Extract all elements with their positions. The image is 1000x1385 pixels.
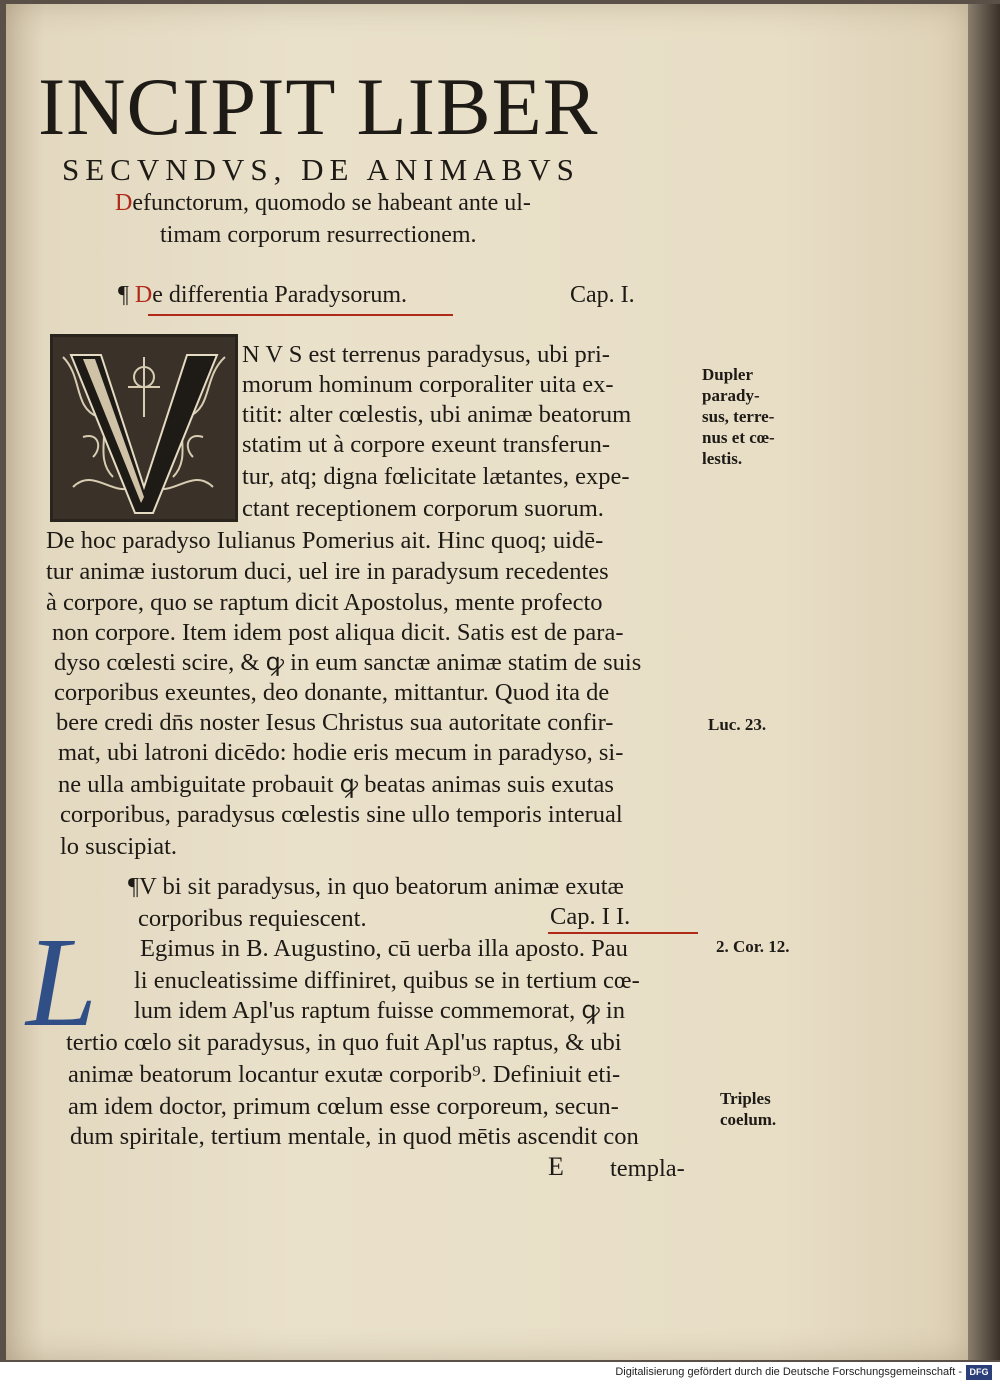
ch2-line-1: Egimus in B. Augustino, cū uerba illa aposto. Pau [140,935,628,962]
woodcut-initial [50,334,238,522]
ch2-line-7: dum spiritale, tertium mentale, in quod mētis ascendit con [70,1123,639,1150]
chapter1-red-initial: D [134,282,153,308]
ch1-line-14: mat, ubi latroni dicēdo: hodie eris mecum in paradyso, si- [58,739,624,766]
chapter1-title: e differentia Paradysorum. [152,282,408,308]
signature-mark: E [548,1152,564,1181]
ch2-line-4: tertio cœlo sit paradysus, in quo fuit Apl'us raptus, & ubi [66,1029,622,1056]
chapter2-heading-line-1 [128,872,624,902]
margin-note-4-line-2: coelum. [720,1110,777,1129]
title-line-1: INCIPIT LIBER [38,61,599,152]
margin-note-4-line-1: Triples [720,1089,771,1108]
subtitle-line-1-text: efunctorum, quomodo se habeant ante ul- [132,190,531,216]
ch1-line-12: corporibus exeuntes, deo donante, mittantur. Quod ita de [54,679,610,706]
margin-note-4 [720,1088,776,1130]
margin-note-1-line-5: lestis. [702,449,743,468]
ch1-line-16: corporibus, paradysus cœlestis sine ullo temporis interual [60,801,623,828]
subtitle-line-2: timam corporum resurrectionem. [160,222,477,248]
margin-note-2: Luc. 23. [708,715,767,734]
ch1-line-11: dyso cœlesti scire, & ꝙ in eum sanctæ animæ statim de suis [54,649,642,676]
ch1-line-2: morum hominum corporaliter uita ex- [242,371,614,398]
margin-note-1 [702,364,775,469]
blue-initial: L [26,911,98,1053]
subtitle-red-initial: D [115,190,133,216]
ch2-line-2: li enucleatissime diffiniret, quibus se in tertium cœ- [134,967,640,994]
ch2-line-3: lum idem Apl'us raptum fuisse commemorat, ꝙ in [134,997,625,1024]
ch1-line-3: titit: alter cœlestis, ubi animæ beatorum [242,401,632,428]
ch1-line-9: à corpore, quo se raptum dicit Apostolus, mente profecto [46,589,603,616]
footer-bar [0,1362,1000,1385]
chapter2-heading-line-2: corporibus requiescent. [138,905,367,932]
ch2-line-5: animæ beatorum locantur exutæ corporib⁹. Definiuit eti- [68,1061,621,1088]
ch1-line-6: ctant receptionem corporum suorum. [242,495,604,522]
margin-note-3: 2. Cor. 12. [716,937,790,956]
ch1-line-5: tur, atq; digna fœlicitate lætantes, expe- [242,463,630,490]
rubric-underline [148,314,453,316]
footer-credit: Digitalisierung gefördert durch die Deutsche Forschungsgemeinschaft - [615,1366,962,1378]
margin-note-1-line-1: Dupler [702,365,753,384]
ch1-line-1: N V S est terrenus paradysus, ubi pri- [242,341,610,368]
catchword: templa- [610,1155,685,1182]
ch1-line-4: statim ut à corpore exeunt transferun- [242,431,611,458]
ch2-line-6: am idem doctor, primum cœlum esse corporeum, secun- [68,1093,619,1120]
margin-note-1-line-3: sus, terre- [702,407,775,426]
margin-note-1-line-4: nus et cœ- [702,428,775,447]
ch1-line-10: non corpore. Item idem post aliqua dicit. Satis est de para- [52,619,624,646]
margin-note-1-line-2: parady- [702,386,760,405]
chapter1-label: Cap. I. [570,282,635,308]
woodcut-ornament-icon [53,337,235,519]
page-edge [968,4,1000,1360]
ch1-line-17: lo suscipiat. [60,833,178,860]
title-line-2: SECVNDVS, DE ANIMABVS [62,152,580,187]
chapter2-title-1: V bi sit paradysus, in quo beatorum animæ exutæ [139,873,624,900]
ch1-line-8: tur animæ iustorum duci, uel ire in paradysum recedentes [46,558,609,585]
ch1-line-15: ne ulla ambiguitate probauit ꝙ beatas animas suis exutas [58,771,614,798]
ch1-line-7: De hoc paradyso Iulianus Pomerius ait. Hinc quoq; uidē- [46,527,604,554]
subtitle-line-1 [115,190,531,217]
pilcrow-mark-2: ¶ [128,873,140,900]
ch1-line-13: bere credi dn̄s noster Iesus Christus sua autoritate confir- [56,709,614,736]
pilcrow-mark: ¶ [118,282,129,308]
chapter1-heading [118,282,407,309]
dfg-logo-icon: DFG [966,1365,992,1380]
chapter2-label: Cap. I I. [550,903,631,930]
